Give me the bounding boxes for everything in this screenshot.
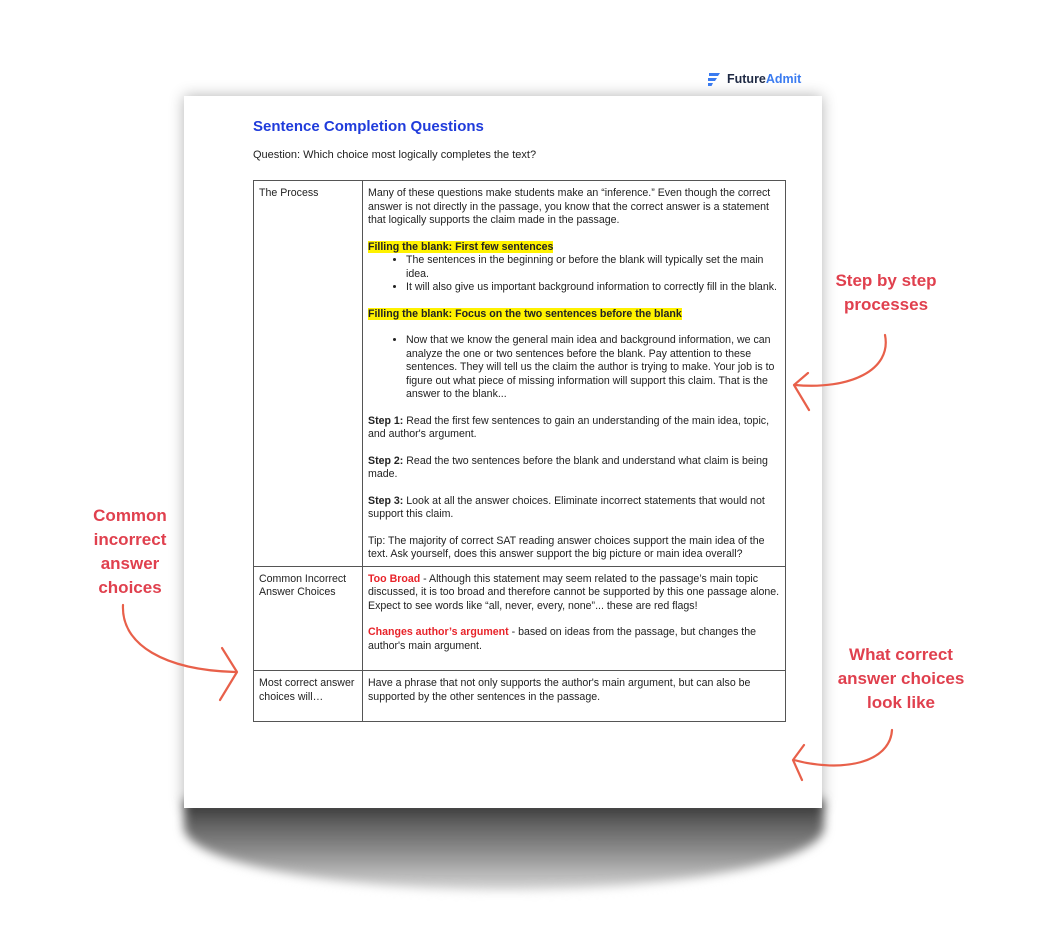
- incorrect-item-too-broad: [368, 573, 780, 614]
- step-1: [368, 415, 780, 442]
- filling-heading-2: Filling the blank: Focus on the two sentences before the blank: [368, 307, 682, 320]
- strategy-table: [253, 180, 786, 722]
- step-text: Read the two sentences before the blank and understand what claim is being made.: [368, 454, 768, 480]
- filling-heading-1: Filling the blank: First few sentences: [368, 240, 554, 253]
- list-item: • It will also give us important background information to correctly fill in the blank.: [406, 281, 780, 295]
- question-text: Question: Which choice most logically completes the text?: [253, 149, 537, 161]
- incorrect-desc: - Although this statement may seem related to the passage’s main topic discussed, it is too broad and therefore cannot be supported by this one passage alone. Expect to see words like “all, never, every, none”... these are red flags!: [368, 572, 780, 612]
- step-2: [368, 455, 780, 482]
- paper-shadow: [184, 800, 824, 890]
- row-label-incorrect: Common Incorrect Answer Choices: [254, 566, 363, 671]
- row-label-process: The Process: [254, 181, 363, 567]
- incorrect-item-changes-argument: [368, 626, 780, 653]
- incorrect-type: Changes author’s argument: [368, 626, 509, 638]
- annotation-correct-choices: What correct answer choices look like: [837, 645, 965, 712]
- step-label: Step 1:: [368, 414, 404, 427]
- future-admit-logo-icon: [706, 71, 722, 87]
- document-title: Sentence Completion Questions: [253, 118, 484, 135]
- annotation-common-incorrect: Common incorrect answer choices: [93, 506, 167, 597]
- logo-word-admit: Admit: [765, 72, 802, 86]
- incorrect-type: Too Broad: [368, 572, 421, 585]
- step-text: Read the first few sentences to gain an understanding of the main idea, topic, and author's argument.: [368, 414, 770, 440]
- step-3: [368, 495, 780, 522]
- incorrect-desc: - based on ideas from the passage, but changes the author's main argument.: [368, 626, 757, 652]
- list-item: • The sentences in the beginning or before the blank will typically set the main idea.: [406, 254, 780, 281]
- incorrect-cell: [363, 566, 786, 671]
- logo-word-future: Future: [727, 72, 766, 86]
- future-admit-logo: [706, 68, 801, 90]
- step-label: Step 3:: [368, 494, 404, 507]
- bullet-list-2: [368, 334, 780, 402]
- list-item: • Now that we know the general main idea and background information, we can analyze the one or two sentences before the blank. Pay attention to these sentences. They will tell us the claim the author is trying to make. Your job is to figure out what piece of missing information will support this claim. That is the answer to the blank...: [406, 334, 780, 402]
- tip-text: Tip: The majority of correct SAT reading answer choices support the main idea of the text. Ask yourself, does this answer support the big picture or main idea overall?: [368, 534, 765, 560]
- process-intro: Many of these questions make students make an “inference.” Even though the correct answer is not directly in the passage, you know that the correct answer is a statement that logically supports the claim made in the passage.: [368, 187, 771, 226]
- correct-text: Have a phrase that not only supports the author's main argument, but can also be supported by the other sentences in the passage.: [368, 677, 751, 703]
- bullet-list-1: [368, 254, 780, 295]
- step-label: Step 2:: [368, 454, 404, 467]
- step-text: Look at all the answer choices. Eliminate incorrect statements that would not support this claim.: [368, 494, 765, 520]
- table-row: [254, 566, 786, 671]
- process-cell: [363, 181, 786, 567]
- annotation-step-by-step: Step by step processes: [835, 271, 937, 314]
- arrow-step-icon: [780, 330, 900, 420]
- arrow-correct-icon: [782, 725, 902, 795]
- row-label-correct: Most correct answer choices will…: [254, 671, 363, 722]
- arrow-incorrect-icon: [115, 600, 255, 710]
- table-row: [254, 671, 786, 722]
- correct-cell: [363, 671, 786, 722]
- table-row: [254, 181, 786, 567]
